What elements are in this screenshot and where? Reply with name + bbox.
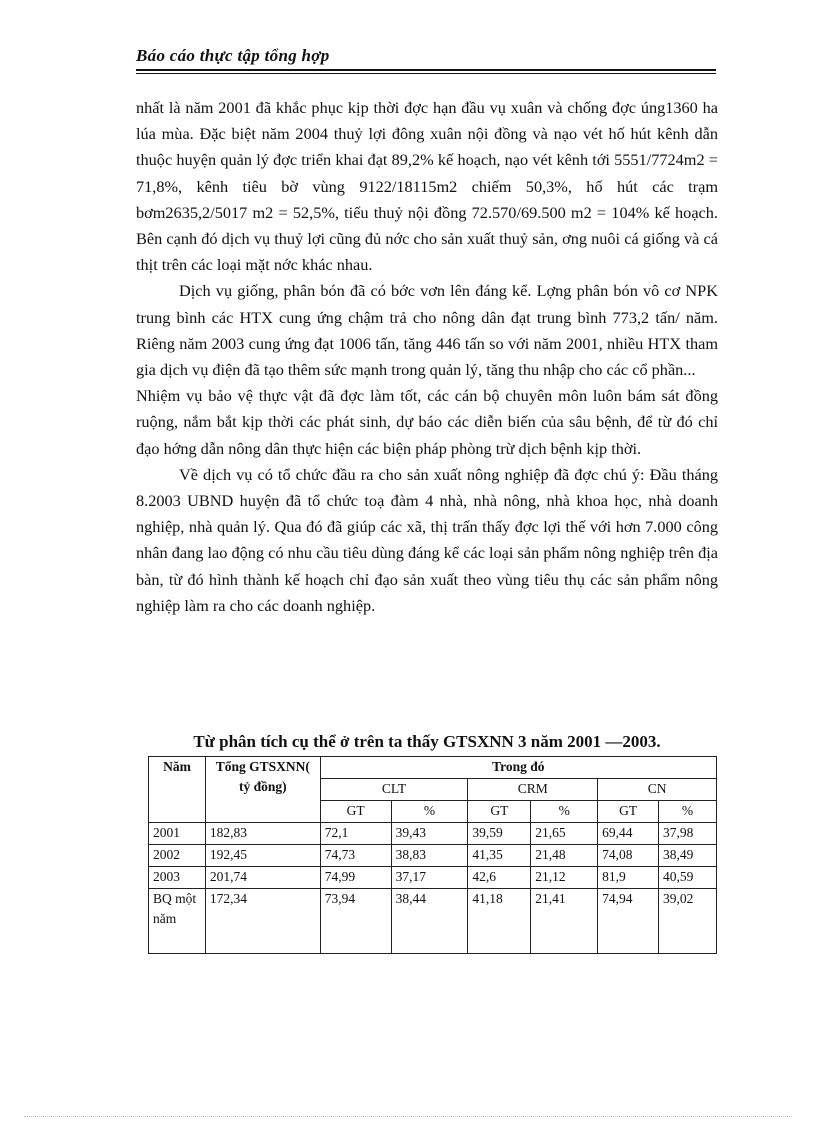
cell-year: 2001 xyxy=(149,823,206,845)
cell-clt-gt: 72,1 xyxy=(320,823,391,845)
cell-total: 201,74 xyxy=(205,867,320,889)
cell-cn-gt: 74,08 xyxy=(598,845,659,867)
cell-clt-gt: 73,94 xyxy=(320,889,391,954)
cell-total: 172,34 xyxy=(205,889,320,954)
cell-year: BQ một năm xyxy=(149,889,206,954)
cell-crm-pct: 21,41 xyxy=(531,889,598,954)
table-caption: Từ phân tích cụ thể ở trên ta thấy GTSXNN 3 năm 2001 —2003. xyxy=(193,732,661,751)
header-title: Báo cáo thực tập tổng hợp xyxy=(136,46,330,65)
sub-crm-pct: % xyxy=(531,801,598,823)
cell-total: 182,83 xyxy=(205,823,320,845)
cell-year: 2003 xyxy=(149,867,206,889)
group-clt: CLT xyxy=(320,779,468,801)
header-of-which: Trong đó xyxy=(320,757,716,779)
header-rule-thick xyxy=(136,69,716,71)
cell-crm-pct: 21,65 xyxy=(531,823,598,845)
cell-clt-pct: 39,43 xyxy=(391,823,468,845)
sub-clt-pct: % xyxy=(391,801,468,823)
table-row xyxy=(149,889,717,954)
header-total: Tổng GTSXNN( tỷ đồng) xyxy=(205,757,320,823)
cell-cn-gt: 74,94 xyxy=(598,889,659,954)
sub-cn-gt: GT xyxy=(598,801,659,823)
cell-crm-gt: 42,6 xyxy=(468,867,531,889)
cell-cn-pct: 38,49 xyxy=(659,845,717,867)
cell-clt-pct: 38,83 xyxy=(391,845,468,867)
sub-cn-pct: % xyxy=(659,801,717,823)
table-row xyxy=(149,823,717,845)
header-year: Năm xyxy=(149,757,206,823)
cell-clt-gt: 74,73 xyxy=(320,845,391,867)
cell-cn-gt: 69,44 xyxy=(598,823,659,845)
cell-cn-gt: 81,9 xyxy=(598,867,659,889)
cell-total: 192,45 xyxy=(205,845,320,867)
table-row xyxy=(149,867,717,889)
table-header-row xyxy=(149,757,717,779)
cell-cn-pct: 39,02 xyxy=(659,889,717,954)
cell-crm-pct: 21,48 xyxy=(531,845,598,867)
sub-clt-gt: GT xyxy=(320,801,391,823)
paragraph-3: Nhiệm vụ bảo vệ thực vật đã đợc làm tốt, các cán bộ chuyên môn luôn bám sát đồng ruộng, nắm bắt kịp thời các phát sinh, dự báo các diễn biến của sâu bệnh, để từ đó chỉ đạo hớng dẫn nông dân thực hiện các biện pháp phòng trừ dịch bệnh kịp thời. xyxy=(136,386,718,458)
header-rule-thin xyxy=(136,73,716,74)
cell-year: 2002 xyxy=(149,845,206,867)
cell-crm-gt: 41,35 xyxy=(468,845,531,867)
cell-crm-gt: 41,18 xyxy=(468,889,531,954)
sub-crm-gt: GT xyxy=(468,801,531,823)
paragraph-4: Về dịch vụ có tổ chức đầu ra cho sản xuất nông nghiệp đã đợc chú ý: Đầu tháng 8.2003 UBND huyện đã tổ chức toạ đàm 4 nhà, nhà nông, nhà khoa học, nhà doanh nghiệp, nhà quản lý. Qua đó đã giúp các xã, thị trấn thấy đợc lợi thế với hơn 7.000 công nhân đang lao động có nhu cầu tiêu dùng đáng kể các loại sản phẩm nông nghiệp trên địa bàn, từ đó hình thành kế hoạch chỉ đạo sản xuất theo vùng tiêu thụ các sản phẩm nông nghiệp làm ra cho các doanh nghiệp. xyxy=(136,464,718,615)
page-header xyxy=(136,46,716,66)
paragraph-1: nhất là năm 2001 đã khắc phục kịp thời đợc hạn đầu vụ xuân và chống đợc úng1360 ha lúa mùa. Đặc biệt năm 2004 thuỷ lợi đông xuân nội đồng và nạo vét hố hút kênh dẫn thuộc huyện quản lý đợc triển khai đạt 89,2% kế hoạch, nạo vét kênh tới 5551/7724m2 = 71,8%, kênh tiêu bờ vùng 9122/18115m2 chiếm 50,3%, hố hút các trạm bơm2635,2/5017 m2 = 52,5%, tiểu thuỷ nội đồng 72.570/69.500 m2 = 104% kế hoạch. Bên cạnh đó dịch vụ thuỷ lợi cũng đủ nớc cho sản xuất thuỷ sản, ơng nuôi cá giống và cá thịt trên các loại mặt nớc khác nhau. xyxy=(136,98,718,275)
cell-clt-gt: 74,99 xyxy=(320,867,391,889)
body-text xyxy=(136,95,718,619)
cell-crm-gt: 39,59 xyxy=(468,823,531,845)
group-crm: CRM xyxy=(468,779,598,801)
cell-clt-pct: 38,44 xyxy=(391,889,468,954)
group-cn: CN xyxy=(598,779,717,801)
gtsxnn-table xyxy=(148,756,717,954)
table-row xyxy=(149,845,717,867)
paragraph-2: Dịch vụ giống, phân bón đã có bớc vơn lên đáng kể. Lợng phân bón vô cơ NPK trung bình các HTX cung ứng chậm trả cho nông dân đạt trung bình 773,2 tấn/ năm. Riêng năm 2003 cung ứng đạt 1006 tấn, tăng 446 tấn so với năm 2001, nhiều HTX tham gia dịch vụ điện đã tạo thêm sức mạnh trong quản lý, tăng thu nhập cho các cổ phần... xyxy=(136,281,718,380)
cell-cn-pct: 40,59 xyxy=(659,867,717,889)
cell-clt-pct: 37,17 xyxy=(391,867,468,889)
cell-cn-pct: 37,98 xyxy=(659,823,717,845)
footer-divider xyxy=(24,1116,792,1117)
cell-crm-pct: 21,12 xyxy=(531,867,598,889)
